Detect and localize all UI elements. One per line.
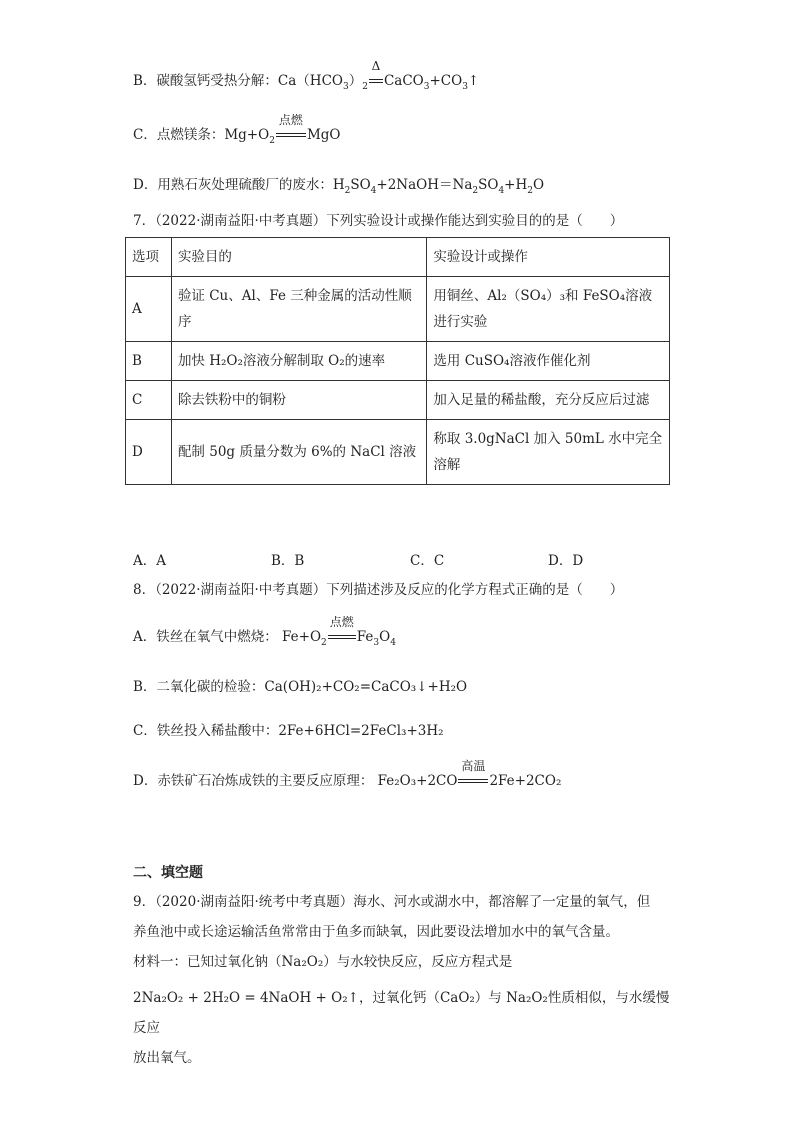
q9-line: 材料一：已知过氧化钠（Na₂O₂）与水较快反应，反应方程式是: [133, 954, 513, 970]
table-cell-design: 加入足量的稀盐酸，充分反应后过滤: [427, 381, 670, 420]
choice-b[interactable]: B．B: [271, 553, 305, 569]
high-temp-condition-sign: 高温: [458, 772, 488, 790]
table-row: [126, 381, 670, 420]
q8-option-a: A．铁丝在氧气中燃烧： $Fe+O_2$ 点燃 $Fe_3O_4$: [133, 615, 396, 648]
table-row: [126, 342, 670, 381]
table-cell-option: C: [126, 381, 172, 420]
heat-condition-sign: Δ: [369, 72, 383, 90]
q7-stem: 7．（2022·湖南益阳·中考真题）下列实验设计或操作能达到实验目的的是（ ）: [133, 213, 624, 229]
table-cell-goal: 配制 50g 质量分数为 6%的 NaCl 溶液: [171, 420, 426, 485]
table-header-cell: 实验目的: [171, 238, 426, 277]
table-cell-goal: 加快 H₂O₂溶液分解制取 O₂的速率: [171, 342, 426, 381]
table-header-cell: 选项: [126, 238, 172, 277]
table-cell-goal: 验证 Cu、Al、Fe 三种金属的活动性顺序: [171, 277, 426, 342]
choice-a[interactable]: A．A: [133, 553, 166, 569]
ignite-condition-sign: 点燃: [328, 628, 356, 646]
q7-experiment-table: [125, 237, 670, 485]
q9-line: 养鱼池中或长途运输活鱼常常由于鱼多而缺氧，因此要设法增加水中的氧气含量。: [133, 924, 619, 940]
q9-line: 2Na₂O₂ + 2H₂O = 4NaOH + O₂↑，过氧化钙（CaO₂）与 Na₂O₂性质相似，与水缓慢反应: [133, 990, 670, 1036]
ignite-condition-sign: 点燃: [276, 126, 306, 144]
equation: Ca(OH)₂+CO₂=CaCO₃↓+H₂O: [264, 679, 468, 695]
q9-line: 9．（2020·湖南益阳·统考中考真题）海水、河水或湖水中，都溶解了一定量的氧气，但: [133, 894, 651, 910]
table-cell-design: 用铜丝、Al₂（SO₄）₃和 FeSO₄溶液进行实验: [427, 277, 670, 342]
choice-c[interactable]: C．C: [410, 553, 445, 569]
q8-option-c: C．铁丝投入稀盐酸中：2Fe+6HCl=2FeCl₃+3H₂: [133, 723, 444, 739]
q8-option-d: D．赤铁矿石冶炼成铁的主要反应原理： Fe₂O₃+2CO 高温 2Fe+2CO₂: [133, 759, 562, 789]
table-cell-goal: 除去铁粉中的铜粉: [171, 381, 426, 420]
q6-option-d: D．用熟石灰处理硫酸厂的废水：$H_2SO_4+2NaOH=Na_2SO_4+H_2O$: [133, 177, 545, 196]
table-header-cell: 实验设计或操作: [427, 238, 670, 277]
equation-lhs: Ca（HCO: [277, 73, 343, 89]
table-row: [126, 277, 670, 342]
table-cell-option: D: [126, 420, 172, 485]
equation: 2Fe+6HCl=2FeCl₃+3H₂: [278, 723, 444, 739]
section-title: 二、填空题: [133, 865, 203, 881]
q6-option-c: C．点燃镁条：$Mg+O_2$ 点燃 MgO: [133, 113, 341, 146]
table-cell-option: A: [126, 277, 172, 342]
q8-stem: 8．（2022·湖南益阳·中考真题）下列描述涉及反应的化学方程式正确的是（ ）: [133, 582, 624, 598]
table-cell-option: B: [126, 342, 172, 381]
option-prefix: B．碳酸氢钙受热分解：: [133, 73, 278, 89]
q9-line: 放出氧气。: [133, 1050, 201, 1066]
q9-paragraph: [133, 887, 673, 1073]
q8-option-b: B．二氧化碳的检验：Ca(OH)₂+CO₂=CaCO₃↓+H₂O: [133, 679, 468, 695]
table-cell-design: 选用 CuSO₄溶液作催化剂: [427, 342, 670, 381]
choice-d[interactable]: D．D: [548, 553, 584, 569]
table-row: [126, 420, 670, 485]
q6-option-b: B．碳酸氢钙受热分解：$Ca(HCO_3)_2$ Δ $CaCO_3+CO_3↑$: [133, 59, 480, 92]
table-cell-design: 称取 3.0gNaCl 加入 50mL 水中完全溶解: [427, 420, 670, 485]
table-header-row: [126, 238, 670, 277]
